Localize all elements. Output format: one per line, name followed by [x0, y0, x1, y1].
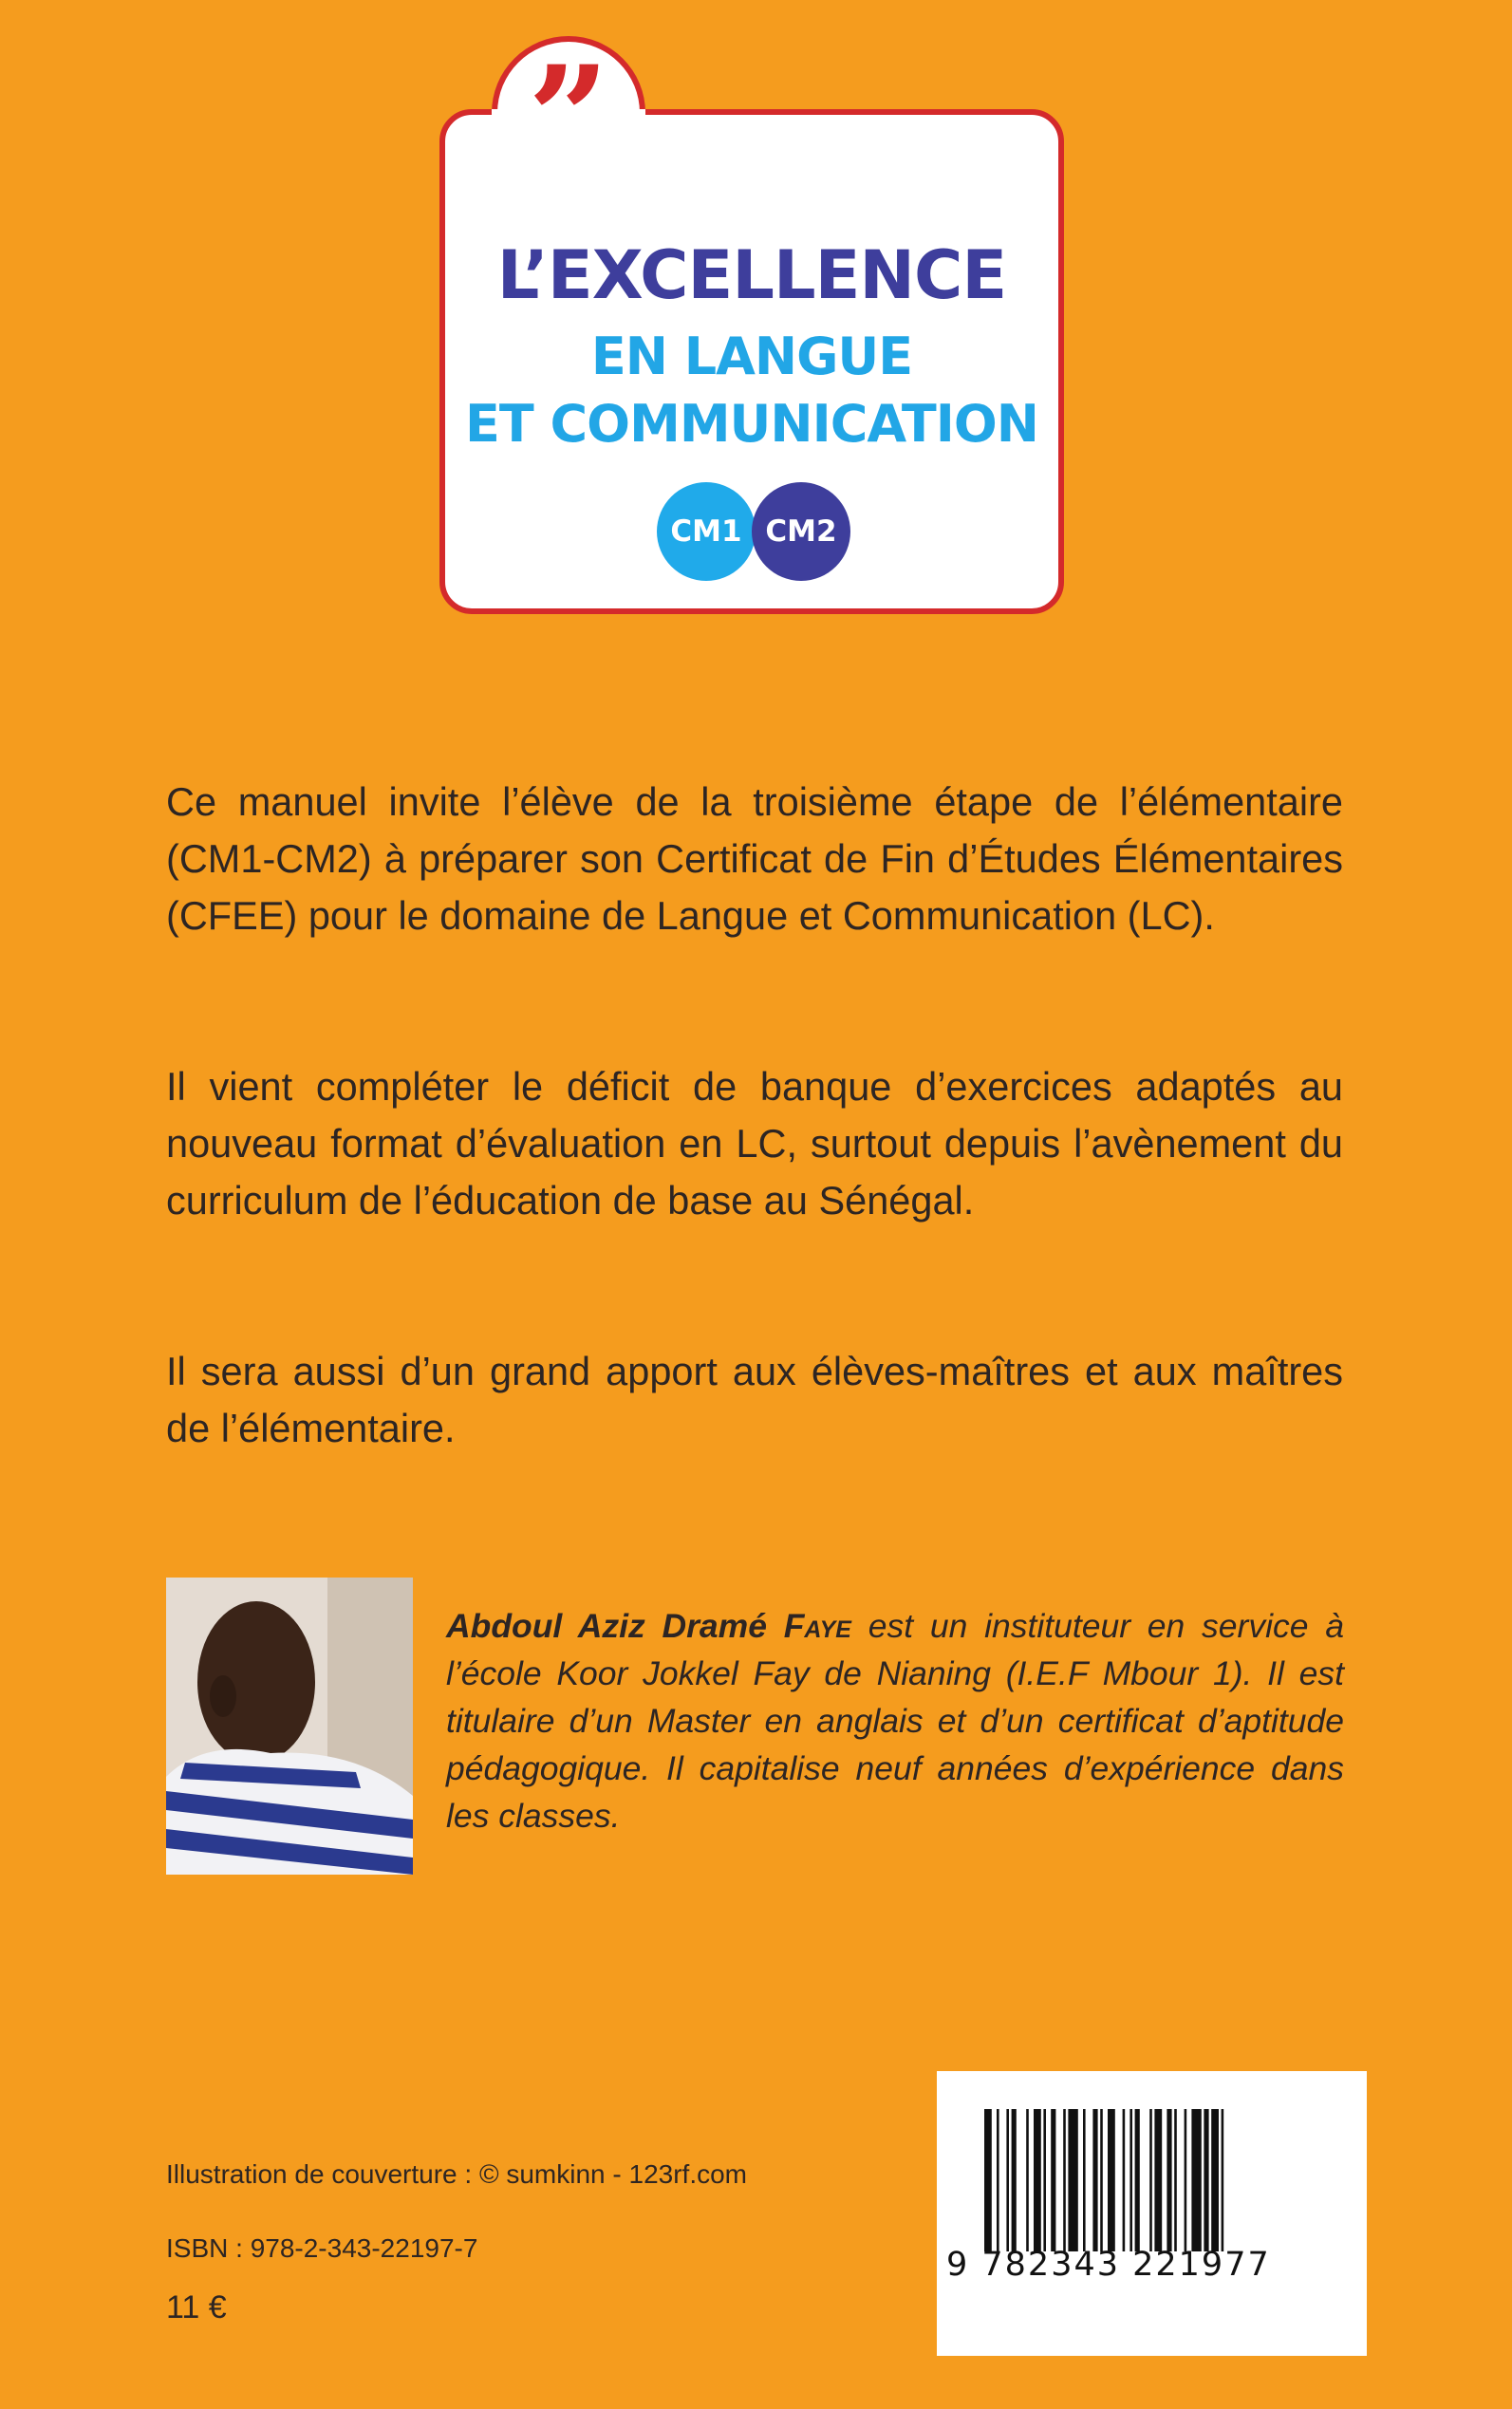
author-photo	[166, 1578, 413, 1875]
quote-icon: ”	[527, 35, 610, 202]
description-paragraph-1: Ce manuel invite l’élève de la troisième étape de l’élémentaire (CM1-CM2) à préparer son Certificat de Fin d’Études Élémentaires (CFEE) pour le domaine de Langue et Communication (LC).	[166, 779, 1343, 938]
barcode-bar	[984, 2109, 992, 2251]
price: 11 €	[166, 2289, 227, 2325]
barcode-bar	[1154, 2109, 1162, 2251]
barcode-number: 9 782343 221977	[946, 2246, 1271, 2284]
book-subtitle-line1: EN LANGUE	[590, 327, 913, 386]
book-subtitle-line2: ET COMMUNICATION	[465, 394, 1038, 454]
barcode-bar	[1185, 2109, 1187, 2251]
barcode-bar	[1006, 2109, 1009, 2251]
barcode-bar	[1043, 2109, 1046, 2251]
author-name: Abdoul Aziz Dramé	[446, 1607, 784, 1645]
barcode-bar	[1191, 2109, 1201, 2251]
barcode-bar	[1149, 2109, 1152, 2251]
barcode-bar	[1174, 2109, 1177, 2251]
author-bio-text: est un instituteur en service à l’école Koor Jokkel Fay de Nianing (I.E.F Mbour 1). Il est titulaire d’un Master en anglais et d’un certificat d’aptitude pédagogique. Il capitalise neuf années d’expérience dans les classes.	[446, 1607, 1345, 1835]
barcode-bar	[1092, 2109, 1097, 2251]
level-badge-cm1: CM1	[657, 482, 756, 581]
illustration-credit: Illustration de couverture : © sumkinn - 123rf.com	[166, 2159, 747, 2189]
barcode-bar	[1068, 2109, 1077, 2251]
author-bio	[446, 1602, 1344, 1839]
barcode-bar	[1204, 2109, 1208, 2251]
barcode	[937, 2071, 1367, 2356]
book-title: L’EXCELLENCE	[496, 236, 1007, 314]
barcode-bar	[1129, 2109, 1132, 2251]
barcode-bar	[1034, 2109, 1041, 2251]
barcode-bar	[1135, 2109, 1140, 2251]
barcode-bar	[1063, 2109, 1066, 2251]
author-surname: Faye	[783, 1607, 851, 1645]
barcode-bar	[1026, 2109, 1029, 2251]
barcode-bar	[1108, 2109, 1115, 2251]
barcode-bar	[1012, 2109, 1017, 2251]
barcode-bar	[1222, 2109, 1224, 2251]
description-paragraph-2: Il vient compléter le déficit de banque d’exercices adaptés au nouveau format d’évaluation en LC, surtout depuis l’avènement du curriculum de l’éducation de base au Sénégal.	[166, 1064, 1343, 1223]
barcode-bar	[1100, 2109, 1103, 2251]
barcode-bars	[937, 2071, 1367, 2356]
barcode-bar	[1083, 2109, 1086, 2251]
barcode-bar	[1123, 2109, 1126, 2251]
barcode-bar	[1051, 2109, 1055, 2251]
barcode-bar	[997, 2109, 999, 2251]
barcode-bar	[1211, 2109, 1219, 2251]
isbn: ISBN : 978-2-343-22197-7	[166, 2233, 478, 2263]
barcode-bar	[1167, 2109, 1171, 2251]
description-paragraph-3: Il sera aussi d’un grand apport aux élèves-maîtres et aux maîtres de l’élémentaire.	[166, 1349, 1343, 1450]
level-badge-cm2: CM2	[752, 482, 850, 581]
